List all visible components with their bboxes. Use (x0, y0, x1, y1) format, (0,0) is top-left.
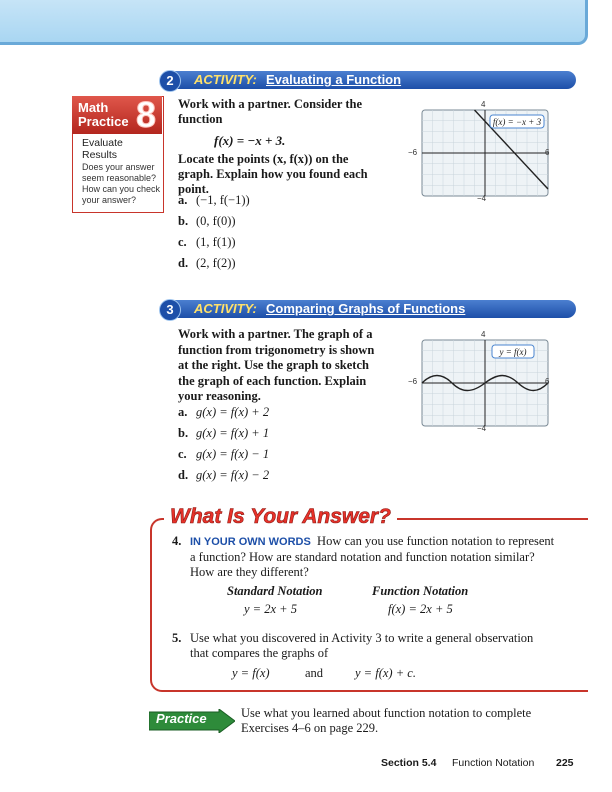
activity-title: Comparing Graphs of Functions (266, 301, 466, 316)
callout-text: y = f(x) (499, 347, 527, 357)
question-5-and: and (305, 666, 324, 680)
activity-2-intro: Work with a partner. Consider the function (178, 97, 363, 126)
activity-3-item-b: b. g(x) = f(x) + 1 (178, 426, 270, 440)
question-5-text: Use what you discovered in Activity 3 to write a general observation that compares the graphs of (190, 631, 534, 660)
question-4-number: 4. (172, 534, 182, 548)
callout (492, 345, 534, 358)
standard-notation-heading: Standard Notation (227, 584, 323, 598)
activity-label: ACTIVITY: (194, 301, 257, 316)
graph-ymin: −4 (477, 194, 487, 203)
callout-text: f(x) = −x + 3 (492, 117, 542, 127)
activity-3-item-c: c. g(x) = f(x) − 1 (178, 447, 270, 461)
top-banner (0, 0, 588, 45)
math-practice-header (72, 96, 162, 134)
activity-3-header (162, 300, 576, 318)
practice-label[interactable]: Practice (156, 711, 207, 726)
graph-ymin: −4 (477, 424, 487, 433)
activity-2-item-c: c. (1, f(1)) (178, 235, 236, 249)
graph-xmin: −6 (408, 377, 418, 386)
question-5-equation-1: y = f(x) (232, 666, 270, 680)
page-number: 225 (556, 757, 574, 769)
activity-3-intro: Work with a partner. The graph of a function from trigonometry is shown at the right. Use the graph to sketch the graph of each function. Explain your reasoning. (178, 327, 375, 403)
activity-number: 3 (159, 299, 181, 321)
standard-notation-equation: y = 2x + 5 (244, 602, 297, 616)
activity-3-item-d: d. g(x) = f(x) − 2 (178, 468, 270, 482)
what-is-your-answer-title: What Is Your Answer? (164, 505, 397, 529)
practice-text: Use what you learned about function notation to complete Exercises 4–6 on page 229. (241, 706, 532, 735)
activity-3-graph (412, 330, 558, 436)
math-practice-text: Does your answer seem reasonable? How can you check your answer? (82, 162, 161, 205)
function-notation-heading: Function Notation (372, 584, 469, 598)
graph-ymax: 4 (481, 100, 486, 109)
activity-2-item-a: a. (−1, f(−1)) (178, 193, 250, 207)
math-practice-title-2: Practice (78, 114, 129, 129)
activity-3-item-a: a. g(x) = f(x) + 2 (178, 405, 270, 419)
function-notation-equation: f(x) = 2x + 5 (388, 602, 453, 616)
activity-number: 2 (159, 70, 181, 92)
activity-2-function: f(x) = −x + 3. (214, 133, 286, 148)
question-5-number: 5. (172, 631, 182, 645)
graph-xmax: 6 (545, 377, 550, 386)
activity-2-prompt: Locate the points (x, f(x)) on the graph. Explain how you found each point. (178, 152, 368, 196)
math-practice-title-1: Math (78, 100, 109, 115)
question-5-equation-2: y = f(x) + c. (355, 666, 416, 680)
question-4-text: IN YOUR OWN WORDS How can you use function notation to represent a function? How are standard notation and function notation similar? How are they different? (190, 534, 555, 579)
activity-2-graph (412, 100, 558, 206)
in-your-own-words-tag: IN YOUR OWN WORDS (190, 536, 311, 548)
activity-2-item-d: d. (2, f(2)) (178, 256, 236, 270)
activity-label: ACTIVITY: (194, 72, 257, 87)
activity-title: Evaluating a Function (266, 72, 402, 87)
activity-2-header (162, 71, 576, 89)
footer-title: Function Notation (452, 757, 535, 769)
callout (490, 115, 544, 128)
graph-ymax: 4 (481, 330, 486, 339)
graph-xmax: 6 (545, 148, 550, 157)
footer-section: Section 5.4 (381, 757, 437, 769)
math-practice-heading: Evaluate Results (82, 137, 123, 161)
math-practice-number: 8 (136, 94, 157, 135)
graph-xmin: −6 (408, 148, 418, 157)
activity-2-item-b: b. (0, f(0)) (178, 214, 236, 228)
